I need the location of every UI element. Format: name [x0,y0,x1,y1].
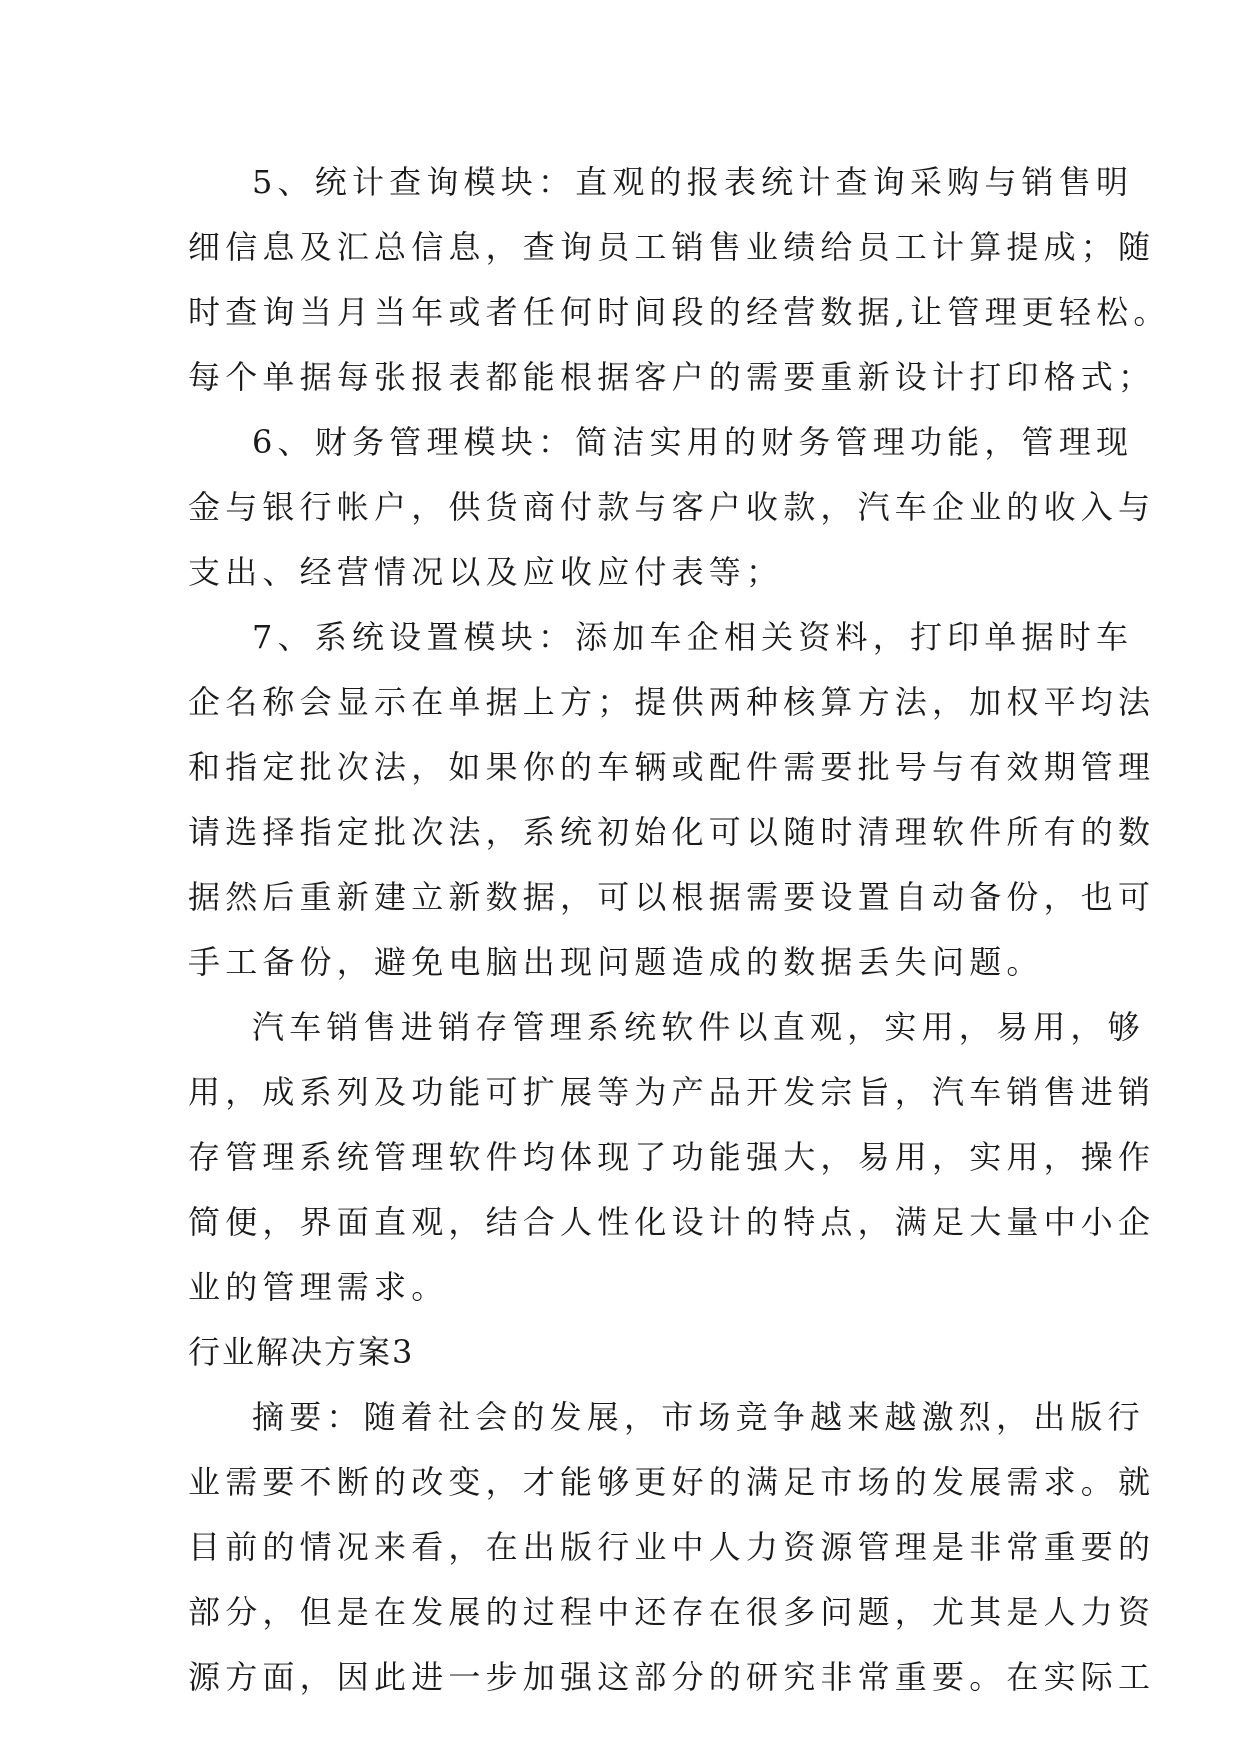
paragraph-line: 请选择指定批次法，系统初始化可以随时清理软件所有的数 [188,813,1156,851]
paragraph-line: 每个单据每张报表都能根据客户的需要重新设计打印格式； [188,358,1156,396]
paragraph-line: 5、统计查询模块：直观的报表统计查询采购与销售明 [252,163,1134,201]
paragraph-line: 简便，界面直观，结合人性化设计的特点，满足大量中小企 [188,1203,1156,1241]
paragraph-line: 7、系统设置模块：添加车企相关资料，打印单据时车 [252,618,1134,656]
paragraph-line: 用，成系列及功能可扩展等为产品开发宗旨，汽车销售进销 [188,1073,1156,1111]
document-body [188,150,1171,1710]
paragraph-line: 部分，但是在发展的过程中还存在很多问题，尤其是人力资 [188,1593,1156,1631]
paragraph-line: 汽车销售进销存管理系统软件以直观，实用，易用，够 [252,1008,1145,1046]
paragraph-line: 存管理系统管理软件均体现了功能强大，易用，实用，操作 [188,1138,1156,1176]
paragraph-line: 据然后重新建立新数据，可以根据需要设置自动备份，也可 [188,878,1156,916]
paragraph-line: 时查询当月当年或者任何时间段的经营数据,让管理更轻松。 [188,293,1171,331]
paragraph-line: 源方面，因此进一步加强这部分的研究非常重要。在实际工 [188,1658,1156,1696]
paragraph-line: 细信息及汇总信息，查询员工销售业绩给员工计算提成；随 [188,228,1156,266]
paragraph-line: 6、财务管理模块：简洁实用的财务管理功能，管理现 [252,423,1134,461]
paragraph-line: 企名称会显示在单据上方；提供两种核算方法，加权平均法 [188,683,1156,721]
paragraph-line: 金与银行帐户，供货商付款与客户收款，汽车企业的收入与 [188,488,1156,526]
section-heading: 行业解决方案3 [188,1333,415,1371]
paragraph-line: 目前的情况来看，在出版行业中人力资源管理是非常重要的 [188,1528,1156,1566]
paragraph-line: 手工备份，避免电脑出现问题造成的数据丢失问题。 [188,943,1044,981]
paragraph-line: 业需要不断的改变，才能够更好的满足市场的发展需求。就 [188,1463,1156,1501]
paragraph-line: 和指定批次法，如果你的车辆或配件需要批号与有效期管理 [188,748,1156,786]
paragraph-line: 摘要：随着社会的发展，市场竞争越来越激烈，出版行 [252,1398,1145,1436]
paragraph-line: 支出、经营情况以及应收应付表等； [188,553,784,591]
paragraph-line: 业的管理需求。 [188,1268,449,1306]
